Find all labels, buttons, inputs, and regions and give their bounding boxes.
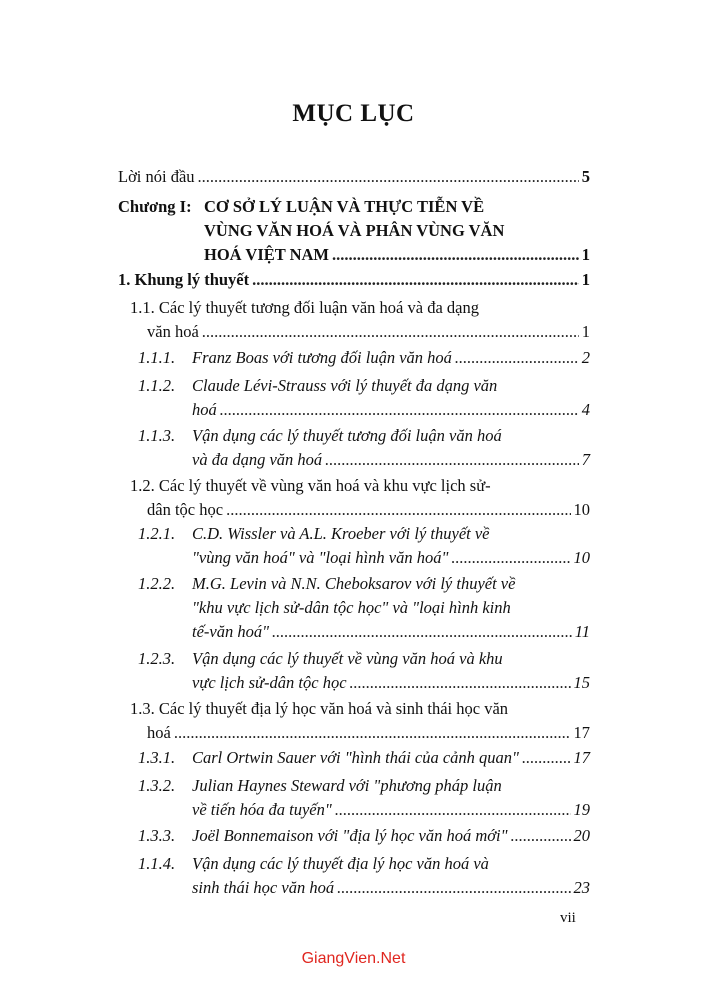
toc-entry-line-2: sinh thái học văn hoá bbox=[192, 878, 335, 897]
toc-entry-line-2: vực lịch sử-dân tộc học bbox=[192, 673, 347, 692]
toc-entry-line-2: "khu vực lịch sử-dân tộc học" và "loại hình kinh bbox=[192, 598, 511, 617]
toc-page-number: 5 bbox=[581, 167, 590, 186]
chapter-title-line-3: HOÁ VIỆT NAM bbox=[204, 245, 329, 264]
toc-entry-preface[interactable] bbox=[118, 165, 590, 189]
section-number: 1.3.1. bbox=[138, 748, 176, 767]
section-number: 1.1.2. bbox=[138, 376, 176, 395]
section-number: 1.1.4. bbox=[138, 854, 176, 873]
toc-entry-line-1: Vận dụng các lý thuyết về vùng văn hoá và khu bbox=[192, 649, 503, 668]
toc-entry-line-2: dân tộc học bbox=[147, 500, 224, 519]
section-number: 1.2.2. bbox=[138, 574, 176, 593]
toc-page-number: 17 bbox=[573, 723, 590, 742]
toc-entry-line-1: Vận dụng các lý thuyết địa lý học văn hoá và bbox=[192, 854, 489, 873]
toc-entry-section-1[interactable] bbox=[118, 268, 590, 292]
toc-entry-line-2: về tiến hóa đa tuyến" bbox=[192, 800, 332, 819]
toc-entry-line-1: Vận dụng các lý thuyết tương đối luận văn hoá bbox=[192, 426, 502, 445]
toc-page-number: 11 bbox=[574, 622, 590, 641]
toc-page-number: 20 bbox=[573, 826, 590, 845]
dot-leader bbox=[350, 671, 571, 695]
toc-entry-text: Joël Bonnemaison với "địa lý học văn hoá mới" bbox=[192, 826, 508, 845]
dot-leader bbox=[325, 448, 579, 472]
toc-entry-line-1: Claude Lévi-Strauss với lý thuyết đa dạng văn bbox=[192, 376, 498, 395]
toc-entry-line-2: và đa dạng văn hoá bbox=[192, 450, 323, 469]
toc-entry-line-2: hoá bbox=[192, 400, 217, 419]
dot-leader bbox=[335, 798, 571, 822]
toc-entry-chapter-1[interactable] bbox=[118, 195, 590, 267]
toc-page-number: 17 bbox=[573, 748, 590, 767]
toc-page-number: 15 bbox=[573, 673, 590, 692]
dot-leader bbox=[174, 721, 571, 745]
dot-leader bbox=[202, 320, 579, 344]
toc-page-number: 1 bbox=[581, 245, 590, 264]
toc-entry-line-1: 1.3. Các lý thuyết địa lý học văn hoá và sinh thái học văn bbox=[130, 699, 509, 718]
dot-leader bbox=[455, 346, 579, 370]
dot-leader bbox=[226, 498, 570, 522]
toc-entry-section-1-3[interactable] bbox=[130, 697, 590, 745]
page-title: MỤC LỤC bbox=[292, 100, 415, 127]
toc-entry-line-1: 1.1. Các lý thuyết tương đối luận văn hoá và đa dạng bbox=[130, 298, 479, 317]
dot-leader bbox=[522, 746, 571, 770]
watermark-link[interactable]: GiangVien.Net bbox=[301, 950, 406, 967]
toc-entry-section-1-1-2[interactable] bbox=[138, 374, 590, 422]
toc-entry-text: Lời nói đầu bbox=[118, 167, 195, 186]
toc-page-number: 7 bbox=[581, 450, 590, 469]
toc-entry-line-2: hoá bbox=[147, 723, 171, 742]
dot-leader bbox=[511, 824, 571, 848]
toc-page-number: 10 bbox=[573, 500, 590, 519]
toc-entry-line-2: văn hoá bbox=[147, 322, 199, 341]
page-number: vii bbox=[560, 910, 576, 926]
toc-page-number: 2 bbox=[581, 348, 590, 367]
section-number: 1.2.3. bbox=[138, 649, 176, 668]
toc-entry-section-1-1[interactable] bbox=[130, 296, 590, 344]
toc-page-number: 4 bbox=[581, 400, 590, 419]
section-number: 1.3.2. bbox=[138, 776, 176, 795]
dot-leader bbox=[198, 165, 579, 189]
section-number: 1.2.1. bbox=[138, 524, 176, 543]
dot-leader bbox=[337, 876, 570, 900]
dot-leader bbox=[451, 546, 570, 570]
section-number: 1.3.3. bbox=[138, 826, 176, 845]
toc-entry-section-1-2-1[interactable] bbox=[138, 522, 590, 570]
toc-page-number: 1 bbox=[581, 322, 590, 341]
toc-entry-line-1: Julian Haynes Steward với "phương pháp luận bbox=[192, 776, 502, 795]
toc-entry-line-2: "vùng văn hoá" và "loại hình văn hoá" bbox=[192, 548, 449, 567]
toc-entry-section-1-3-2[interactable] bbox=[138, 774, 590, 822]
section-number: 1.1.1. bbox=[138, 348, 176, 367]
toc-entry-section-1-1-1[interactable] bbox=[138, 346, 590, 370]
toc-page-number: 1 bbox=[581, 270, 590, 289]
toc-entry-text: Franz Boas với tương đối luận văn hoá bbox=[192, 348, 452, 367]
toc-entry-section-1-1-3[interactable] bbox=[138, 424, 590, 472]
toc-entry-text: Carl Ortwin Sauer với "hình thái của cảnh quan" bbox=[192, 748, 519, 767]
toc-entry-line-3: tế-văn hoá" bbox=[192, 622, 270, 641]
toc-entry-text: 1. Khung lý thuyết bbox=[118, 270, 250, 289]
toc-entry-section-1-1-4[interactable] bbox=[138, 852, 590, 900]
toc-entry-line-1: M.G. Levin và N.N. Cheboksarov với lý thuyết về bbox=[192, 574, 516, 593]
toc-entry-line-1: C.D. Wissler và A.L. Kroeber với lý thuyết về bbox=[192, 524, 490, 543]
toc-entry-section-1-2-2[interactable] bbox=[138, 572, 590, 644]
toc-page-number: 10 bbox=[573, 548, 590, 567]
toc-page-number: 23 bbox=[573, 878, 590, 897]
toc-entry-section-1-2[interactable] bbox=[130, 474, 590, 522]
chapter-title-line-1: CƠ SỞ LÝ LUẬN VÀ THỰC TIỄN VỀ bbox=[204, 197, 485, 216]
chapter-label: Chương I: bbox=[118, 197, 192, 216]
dot-leader bbox=[332, 243, 579, 267]
toc-entry-section-1-2-3[interactable] bbox=[138, 647, 590, 695]
toc-entry-section-1-3-1[interactable] bbox=[138, 746, 590, 770]
section-number: 1.1.3. bbox=[138, 426, 176, 445]
dot-leader bbox=[272, 620, 572, 644]
chapter-title-line-2: VÙNG VĂN HOÁ VÀ PHÂN VÙNG VĂN bbox=[204, 221, 505, 240]
toc-entry-section-1-3-3[interactable] bbox=[138, 824, 590, 848]
toc-entry-line-1: 1.2. Các lý thuyết về vùng văn hoá và khu vực lịch sử- bbox=[130, 476, 491, 495]
dot-leader bbox=[252, 268, 579, 292]
dot-leader bbox=[220, 398, 579, 422]
toc-page-number: 19 bbox=[573, 800, 590, 819]
